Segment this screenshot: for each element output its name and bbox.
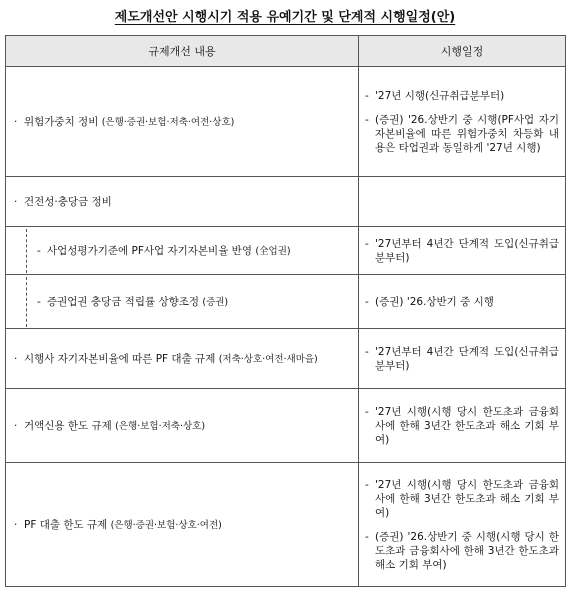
dash: - [365, 478, 369, 491]
row-content [6, 275, 359, 329]
table-row [6, 177, 566, 227]
schedule-item: (증권) '26.상반기 중 시행(PF사업 자기자본비율에 따른 위험가중치 차등화 내용은 타업권과 동일하게 '27년 시행) [375, 113, 559, 154]
table-row [6, 67, 566, 177]
row-schedule [359, 177, 566, 227]
row-scope: (은행·증권·보험·상호·여전) [110, 520, 222, 531]
row-item: 시행사 자기자본비율에 따른 PF 대출 규제 [24, 353, 216, 365]
schedule-table [5, 35, 566, 587]
row-content [6, 177, 359, 227]
row-scope: (은행·증권·보험·저축·여전·상호) [101, 117, 235, 128]
schedule-item: (증권) '26.상반기 중 시행 [375, 295, 494, 308]
row-scope: (은행·보험·저축·상호) [115, 421, 206, 432]
dash: - [365, 89, 369, 102]
header-content: 규제개선 내용 [6, 36, 359, 67]
row-schedule [359, 275, 566, 329]
schedule-item: '27년 시행(신규취급분부터) [375, 89, 505, 102]
row-item: 거액신용 한도 규제 [24, 420, 112, 432]
dash: - [365, 405, 369, 418]
bullet: · [14, 353, 18, 365]
row-item: 사업성평가기준에 PF사업 자기자본비율 반영 [47, 245, 252, 257]
schedule-item: (증권) '26.상반기 중 시행(시행 당시 한도초과 금융회사에 한해 3년간 한도초과 해소 기회 부여) [375, 530, 559, 571]
dash: - [365, 237, 369, 250]
row-item: 위험가중치 정비 [24, 116, 99, 128]
table-header-row [6, 36, 566, 67]
bullet: · [14, 116, 18, 128]
row-content [6, 389, 359, 463]
row-item: 건전성·충당금 정비 [24, 196, 112, 208]
schedule-item: '27년 시행(시행 당시 한도초과 금융회사에 한해 3년간 한도초과 해소 기회 부여) [375, 478, 559, 519]
bullet: · [14, 196, 18, 208]
row-content [6, 463, 359, 587]
table-row [6, 227, 566, 275]
row-scope: (저축·상호·여전·새마을) [218, 354, 318, 365]
header-schedule: 시행일정 [359, 36, 566, 67]
row-content [6, 67, 359, 177]
dash: - [365, 345, 369, 358]
row-item: PF 대출 한도 규제 [24, 519, 108, 531]
table-row [6, 463, 566, 587]
row-content [6, 329, 359, 389]
bullet: · [14, 420, 18, 432]
row-scope: (全업권) [255, 246, 291, 257]
dash: - [365, 530, 369, 543]
schedule-item: '27년부터 4년간 단계적 도입(신규취급분부터) [375, 345, 559, 372]
table-row [6, 389, 566, 463]
row-schedule [359, 389, 566, 463]
schedule-item: '27년부터 4년간 단계적 도입(신규취급분부터) [375, 237, 559, 264]
dash: - [365, 295, 369, 308]
table-row [6, 275, 566, 329]
bullet: - [37, 296, 41, 308]
bullet: - [37, 245, 41, 257]
row-schedule [359, 329, 566, 389]
page-title: 제도개선안 시행시기 적용 유예기간 및 단계적 시행일정(안) [114, 10, 456, 25]
table-row [6, 329, 566, 389]
schedule-item: '27년 시행(시행 당시 한도초과 금융회사에 한해 3년간 한도초과 해소 기회 부여) [375, 405, 559, 446]
row-scope: (증권) [202, 297, 229, 308]
row-item: 증권업권 충당금 적립률 상향조정 [47, 296, 200, 308]
row-schedule [359, 227, 566, 275]
dash: - [365, 113, 369, 126]
row-content [6, 227, 359, 275]
row-schedule [359, 463, 566, 587]
bullet: · [14, 519, 18, 531]
row-schedule [359, 67, 566, 177]
